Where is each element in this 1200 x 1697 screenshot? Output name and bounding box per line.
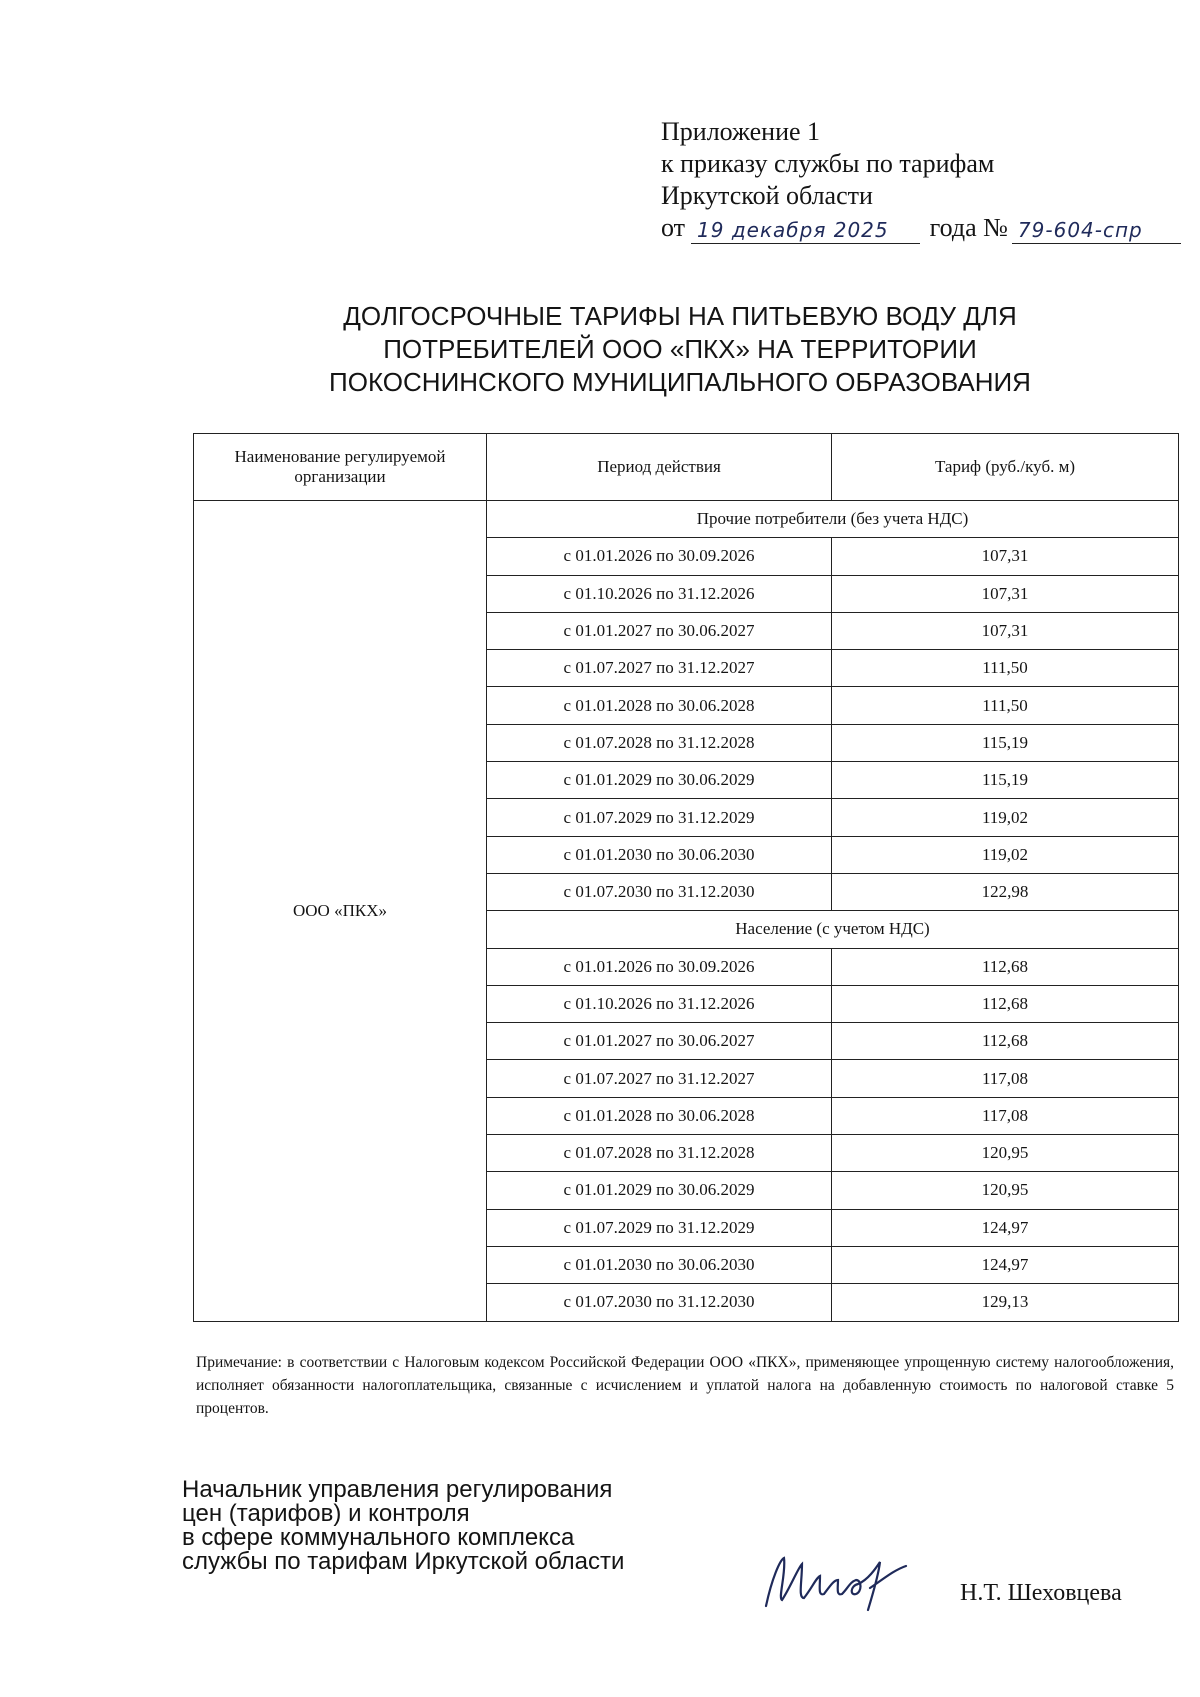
tariff-cell: 119,02 <box>832 799 1179 836</box>
table-body <box>194 501 1179 1322</box>
period-cell: с 01.10.2026 по 31.12.2026 <box>487 985 832 1022</box>
signatory-line-2: цен (тарифов) и контроля <box>182 1500 470 1527</box>
tariff-cell: 124,97 <box>832 1209 1179 1246</box>
document-title <box>180 300 1180 399</box>
period-cell: с 01.07.2030 по 31.12.2030 <box>487 1284 832 1321</box>
tariff-cell: 129,13 <box>832 1284 1179 1321</box>
appendix-line-1: Приложение 1 <box>661 117 821 146</box>
tariff-cell: 122,98 <box>832 873 1179 910</box>
tariff-cell: 117,08 <box>832 1097 1179 1134</box>
order-date-field <box>691 215 920 244</box>
order-date-line <box>661 212 1181 244</box>
tariff-cell: 120,95 <box>832 1135 1179 1172</box>
tariff-cell: 111,50 <box>832 650 1179 687</box>
tariff-cell: 115,19 <box>832 762 1179 799</box>
appendix-header <box>661 116 1181 244</box>
tariff-cell: 107,31 <box>832 612 1179 649</box>
order-number-field <box>1012 215 1181 244</box>
title-line-3: ПОКОСНИНСКОГО МУНИЦИПАЛЬНОГО ОБРАЗОВАНИЯ <box>329 367 1031 397</box>
title-line-1: ДОЛГОСРОЧНЫЕ ТАРИФЫ НА ПИТЬЕВУЮ ВОДУ ДЛЯ <box>343 301 1017 331</box>
appendix-line-3: Иркутской области <box>661 181 873 210</box>
ot-label: от <box>661 213 686 242</box>
period-cell: с 01.07.2030 по 31.12.2030 <box>487 873 832 910</box>
period-cell: с 01.01.2028 по 30.06.2028 <box>487 1097 832 1134</box>
period-cell: с 01.01.2026 по 30.09.2026 <box>487 948 832 985</box>
signatory-title <box>182 1478 742 1574</box>
period-cell: с 01.01.2026 по 30.09.2026 <box>487 538 832 575</box>
signatory-line-4: службы по тарифам Иркутской области <box>182 1548 625 1575</box>
tariff-cell: 124,97 <box>832 1246 1179 1283</box>
order-number-handwritten: 79-604-спр <box>1017 218 1143 242</box>
signatory-line-3: в сфере коммунального комплекса <box>182 1524 575 1551</box>
org-name-cell: ООО «ПКХ» <box>194 501 487 1322</box>
tariff-cell: 119,02 <box>832 836 1179 873</box>
period-cell: с 01.07.2027 по 31.12.2027 <box>487 650 832 687</box>
table-header-row <box>194 434 1179 501</box>
tariff-cell: 112,68 <box>832 1023 1179 1060</box>
tariff-cell: 107,31 <box>832 575 1179 612</box>
header-org: Наименование регулируемой организации <box>194 434 487 501</box>
period-cell: с 01.07.2028 по 31.12.2028 <box>487 724 832 761</box>
group-title-population: Население (с учетом НДС) <box>487 911 1179 948</box>
tariff-cell: 111,50 <box>832 687 1179 724</box>
period-cell: с 01.01.2030 по 30.06.2030 <box>487 1246 832 1283</box>
period-cell: с 01.07.2027 по 31.12.2027 <box>487 1060 832 1097</box>
group-title-other: Прочие потребители (без учета НДС) <box>487 501 1179 538</box>
period-cell: с 01.01.2027 по 30.06.2027 <box>487 612 832 649</box>
period-cell: с 01.07.2028 по 31.12.2028 <box>487 1135 832 1172</box>
appendix-line-2: к приказу службы по тарифам <box>661 149 995 178</box>
header-tariff: Тариф (руб./куб. м) <box>832 434 1179 501</box>
tariff-cell: 107,31 <box>832 538 1179 575</box>
tariff-cell: 117,08 <box>832 1060 1179 1097</box>
period-cell: с 01.07.2029 по 31.12.2029 <box>487 1209 832 1246</box>
period-cell: с 01.07.2029 по 31.12.2029 <box>487 799 832 836</box>
header-period: Период действия <box>487 434 832 501</box>
period-cell: с 01.01.2029 по 30.06.2029 <box>487 762 832 799</box>
group-row-other <box>194 501 1179 538</box>
note: Примечание: в соответствии с Налоговым кодексом Российской Федерации ООО «ПКХ», применяющее упрощенную систему налогообложения, исполняет обязанности налогоплательщика, связанные с исчислением и уплатой налога на добавленную стоимость по налоговой ставке 5 процентов. <box>196 1354 1174 1417</box>
signer-name: Н.Т. Шеховцева <box>960 1580 1122 1606</box>
title-line-2: ПОТРЕБИТЕЛЕЙ ООО «ПКХ» НА ТЕРРИТОРИИ <box>383 334 977 364</box>
period-cell: с 01.01.2028 по 30.06.2028 <box>487 687 832 724</box>
year-number-label: года № <box>929 213 1008 242</box>
period-cell: с 01.01.2029 по 30.06.2029 <box>487 1172 832 1209</box>
signatory-line-1: Начальник управления регулирования <box>182 1476 613 1503</box>
tariff-table <box>193 433 1179 1322</box>
tariff-cell: 115,19 <box>832 724 1179 761</box>
tariff-cell: 120,95 <box>832 1172 1179 1209</box>
tariff-cell: 112,68 <box>832 948 1179 985</box>
tariff-cell: 112,68 <box>832 985 1179 1022</box>
period-cell: с 01.10.2026 по 31.12.2026 <box>487 575 832 612</box>
period-cell: с 01.01.2030 по 30.06.2030 <box>487 836 832 873</box>
period-cell: с 01.01.2027 по 30.06.2027 <box>487 1023 832 1060</box>
order-date-handwritten: 19 декабря 2025 <box>697 218 889 242</box>
handwritten-signature <box>758 1548 958 1618</box>
